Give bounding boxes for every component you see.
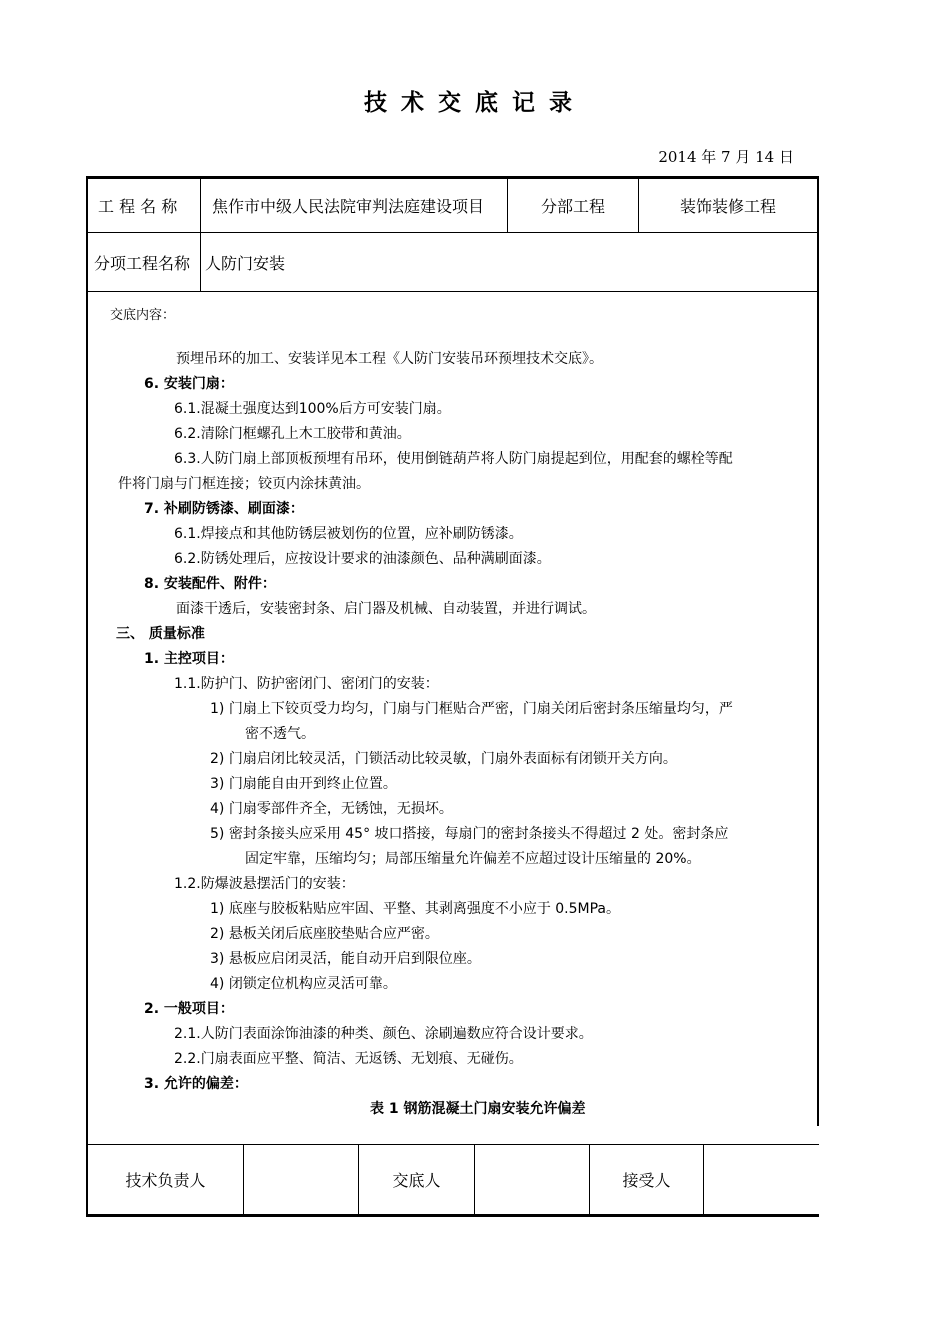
tech-lead-value: [244, 1145, 358, 1214]
document-date: 2014 年 7 月 14 日: [658, 148, 794, 166]
content-line: 4) 门扇零部件齐全，无锈蚀，无损坏。: [210, 801, 453, 817]
tech-lead-label: 技术负责人: [125, 1171, 206, 1190]
item-name-label: 分项工程名称: [94, 253, 191, 273]
project-name-label: 工 程 名 称: [98, 197, 178, 216]
section-heading: 3. 允许的偏差：: [144, 1076, 248, 1092]
content-line: 6.1.混凝土强度达到100%后方可安装门扇。: [174, 401, 451, 417]
document-title: 技术交底记录: [364, 90, 586, 116]
content-line: 4) 闭锁定位机构应灵活可靠。: [210, 976, 397, 992]
section-heading: 6. 安装门扇：: [144, 376, 234, 392]
section-heading: 7. 补刷防锈漆、刷面漆：: [144, 501, 304, 517]
content-line: 2.2.门扇表面应平整、简洁、无返锈、无划痕、无碰伤。: [174, 1051, 523, 1067]
receiver-value: [704, 1145, 817, 1214]
content-line: 1) 门扇上下铰页受力均匀，门扇与门框贴合严密，门扇关闭后密封条压缩量均匀，严: [210, 701, 733, 717]
content-line: 密不透气。: [245, 726, 315, 742]
content-line: 2) 悬板关闭后底座胶垫贴合应严密。: [210, 926, 439, 942]
chapter-heading: 三、 质量标准: [116, 626, 205, 642]
content-line: 1.2.防爆波悬摆活门的安装：: [174, 876, 355, 892]
discloser-value: [475, 1145, 589, 1214]
content-line: 1) 底座与胶板粘贴应牢固、平整、其剥离强度不小应于 0.5MPa。: [210, 901, 621, 917]
content-line: 1.1.防护门、防护密闭门、密闭门的安装：: [174, 676, 439, 692]
content-line: 件将门扇与门框连接；铰页内涂抹黄油。: [118, 476, 370, 492]
content-line: 预埋吊环的加工、安装详见本工程《人防门安装吊环预埋技术交底》。: [176, 351, 603, 367]
discloser-label: 交底人: [392, 1171, 441, 1190]
table-caption: 表 1 钢筋混凝土门扇安装允许偏差: [370, 1101, 586, 1117]
content-line: 3) 悬板应启闭灵活，能自动开启到限位座。: [210, 951, 481, 967]
item-name-value: 人防门安装: [205, 253, 286, 273]
content-line: 6.2.防锈处理后，应按设计要求的油漆颜色、品种满刷面漆。: [174, 551, 551, 567]
content-heading: 交底内容：: [110, 308, 176, 323]
section-heading: 1. 主控项目：: [144, 651, 234, 667]
content-line: 5) 密封条接头应采用 45° 坡口搭接，每扇门的密封条接头不得超过 2 处。密封条应: [210, 826, 729, 842]
section-heading: 8. 安装配件、附件：: [144, 576, 276, 592]
section-heading: 2. 一般项目：: [144, 1001, 234, 1017]
subproject-label: 分部工程: [540, 197, 605, 216]
content-line: 6.3.人防门扇上部顶板预埋有吊环，使用倒链葫芦将人防门扇提起到位，用配套的螺栓等配: [174, 451, 733, 467]
receiver-label: 接受人: [622, 1171, 671, 1190]
subproject-value: 装饰装修工程: [679, 197, 776, 216]
project-name-value: 焦作市中级人民法院审判法庭建设项目: [212, 197, 485, 216]
content-line: 6.1.焊接点和其他防锈层被划伤的位置，应补刷防锈漆。: [174, 526, 523, 542]
content-line: 固定牢靠，压缩均匀；局部压缩量允许偏差不应超过设计压缩量的 20%。: [245, 851, 701, 867]
content-line: 面漆干透后，安装密封条、启门器及机械、自动装置，并进行调试。: [176, 601, 596, 617]
content-line: 3) 门扇能自由开到终止位置。: [210, 776, 397, 792]
content-line: 2) 门扇启闭比较灵活，门锁活动比较灵敏，门扇外表面标有闭锁开关方向。: [210, 751, 677, 767]
content-line: 2.1.人防门表面涂饰油漆的种类、颜色、涂刷遍数应符合设计要求。: [174, 1026, 593, 1042]
content-line: 6.2.清除门框螺孔上木工胶带和黄油。: [174, 426, 411, 442]
